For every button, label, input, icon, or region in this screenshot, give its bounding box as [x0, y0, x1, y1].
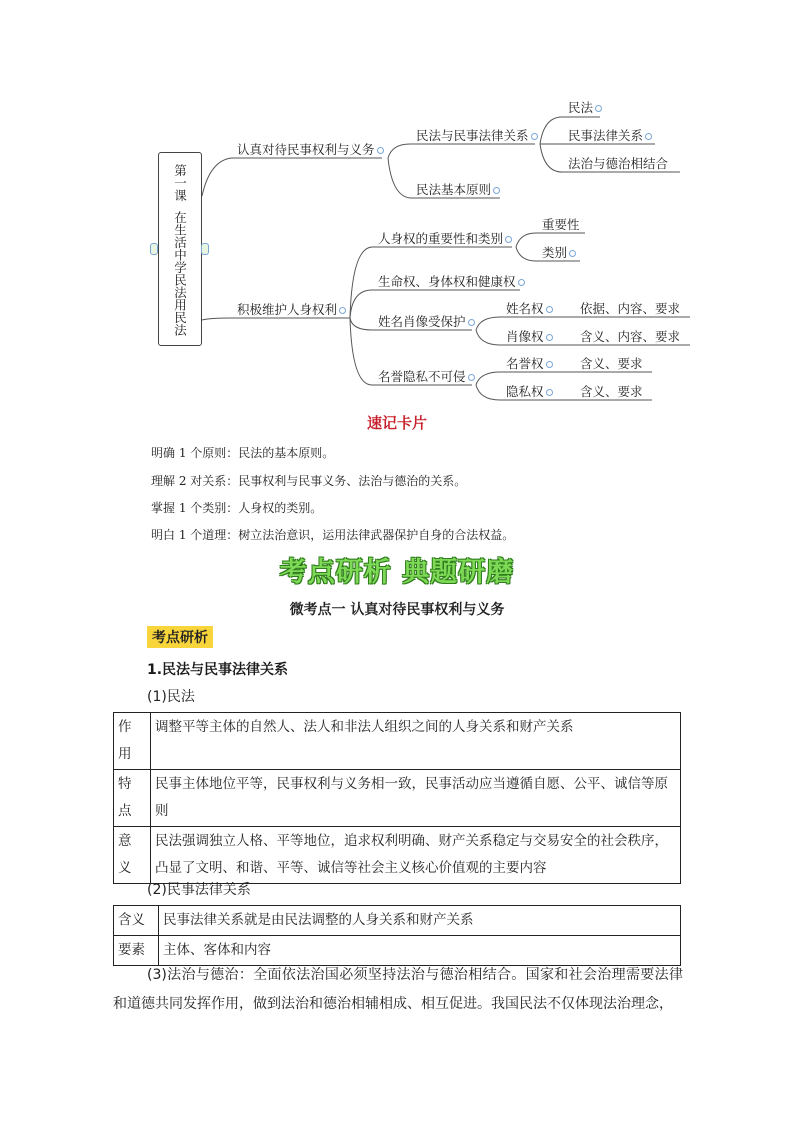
- leaf-reputation-detail: 含义、要求: [580, 356, 643, 371]
- leaf-name-right: 姓名权: [506, 301, 553, 317]
- mindmap-root: [158, 152, 202, 346]
- row-value: 主体、客体和内容: [159, 936, 681, 966]
- leaf-privacy-detail: 含义、要求: [580, 384, 643, 399]
- expand-dot-icon[interactable]: [569, 250, 576, 257]
- row-value: 民事主体地位平等，民事权利与义务相一致，民事活动应当遵循自愿、公平、诚信等原则: [151, 770, 681, 827]
- table-row: [114, 770, 681, 827]
- root-line1: 第一课: [172, 163, 188, 202]
- expand-dot-icon[interactable]: [595, 105, 602, 112]
- expand-dot-icon[interactable]: [505, 236, 512, 243]
- node-reputation-privacy: 名誉隐私不可侵: [378, 369, 475, 385]
- expand-dot-icon[interactable]: [339, 307, 346, 314]
- leaf-privacy-right: 隐私权: [506, 384, 553, 400]
- row-value: 民法强调独立人格、平等地位，追求权利明确、财产关系稳定与交易安全的社会秩序，凸显了文明、和谐、平等、诚信等社会主义核心价值观的主要内容: [151, 827, 681, 884]
- expand-dot-icon[interactable]: [546, 389, 553, 396]
- card-line: 理解 2 对关系：民事权利与民事义务、法治与德治的关系。: [151, 474, 467, 488]
- table-row: [114, 713, 681, 770]
- card-title: 速记卡片: [366, 414, 427, 432]
- row-key: 特 点: [114, 770, 151, 827]
- row-key: 要素: [114, 936, 159, 966]
- node-personal-rights: 人身权的重要性和类别: [378, 231, 512, 247]
- expand-dot-icon[interactable]: [377, 147, 384, 154]
- expand-dot-icon[interactable]: [531, 133, 538, 140]
- expand-dot-icon[interactable]: [546, 361, 553, 368]
- collapse-handle-right-icon[interactable]: [201, 243, 209, 255]
- leaf-civil-law: 民法: [568, 100, 602, 116]
- expand-dot-icon[interactable]: [468, 319, 475, 326]
- node-civil-law-relation: 民法与民事法律关系: [416, 128, 538, 144]
- leaf-portrait-detail: 含义、内容、要求: [580, 329, 681, 344]
- card-line: 明确 1 个原则：民法的基本原则。: [151, 446, 335, 460]
- table-row: [114, 906, 681, 936]
- row-key: 作 用: [114, 713, 151, 770]
- civil-law-table: [113, 712, 681, 884]
- expand-dot-icon[interactable]: [546, 306, 553, 313]
- row-key: 含义: [114, 906, 159, 936]
- node-rights-duties: 认真对待民事权利与义务: [237, 142, 384, 158]
- leaf-name-detail: 依据、内容、要求: [580, 301, 681, 316]
- expand-dot-icon[interactable]: [518, 279, 525, 286]
- subheading-civil-law: (1)民法: [147, 689, 195, 705]
- section-banner: 考点研析 典题研磨: [279, 557, 515, 588]
- expand-dot-icon[interactable]: [645, 133, 652, 140]
- leaf-importance: 重要性: [542, 217, 580, 232]
- section-subtitle: 微考点一 认真对待民事权利与义务: [289, 602, 505, 618]
- leaf-civil-legal-relation: 民事法律关系: [568, 128, 652, 144]
- expand-dot-icon[interactable]: [468, 374, 475, 381]
- collapse-handle-left-icon[interactable]: [150, 243, 158, 255]
- subheading-civil-legal-relation: (2)民事法律关系: [147, 882, 251, 898]
- node-basic-principles: 民法基本原则: [416, 182, 500, 198]
- root-line2: 在生活中学民法用民法: [172, 211, 188, 337]
- row-value: 民事法律关系就是由民法调整的人身关系和财产关系: [159, 906, 681, 936]
- section-tag: 考点研析: [147, 626, 213, 648]
- civil-legal-relation-table: [113, 905, 681, 966]
- leaf-category: 类别: [542, 245, 576, 261]
- card-line: 掌握 1 个类别：人身权的类别。: [151, 501, 323, 515]
- row-key: 意 义: [114, 827, 151, 884]
- mindmap-connectors: [0, 0, 794, 410]
- expand-dot-icon[interactable]: [546, 334, 553, 341]
- node-name-portrait: 姓名肖像受保护: [378, 314, 475, 330]
- leaf-rule-law-virtue: 法治与德治相结合: [568, 156, 669, 171]
- node-protect-personal: 积极维护人身权利: [237, 302, 346, 318]
- leaf-reputation-right: 名誉权: [506, 356, 553, 372]
- table-row: [114, 827, 681, 884]
- expand-dot-icon[interactable]: [493, 187, 500, 194]
- heading-civil-law-relation: 1.民法与民事法律关系: [147, 662, 289, 678]
- card-line: 明白 1 个道理：树立法治意识，运用法律武器保护自身的合法权益。: [151, 528, 515, 542]
- node-life-body-health: 生命权、身体权和健康权: [378, 274, 525, 290]
- paragraph-rule-law-virtue: (3)法治与德治：全面依法治国必须坚持法治与德治相结合。国家和社会治理需要法律和道德共同发挥作用，做到法治和德治相辅相成、相互促进。我国民法不仅体现法治理念，: [113, 967, 683, 1012]
- row-value: 调整平等主体的自然人、法人和非法人组织之间的人身关系和财产关系: [151, 713, 681, 770]
- leaf-portrait-right: 肖像权: [506, 329, 553, 345]
